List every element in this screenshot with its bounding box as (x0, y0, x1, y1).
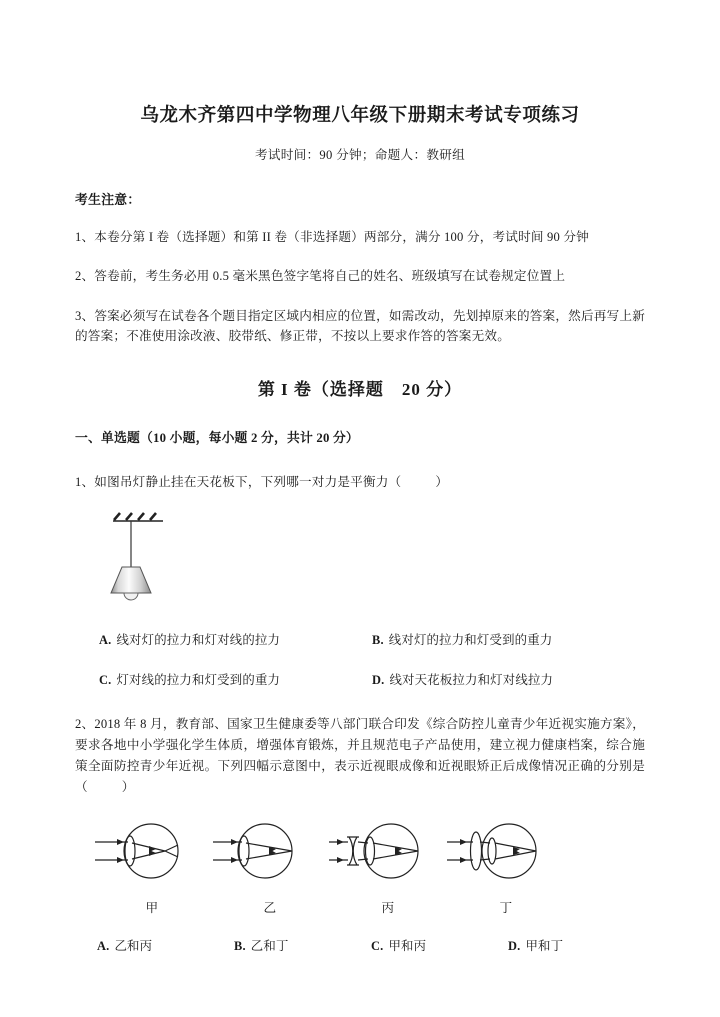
notice-item: 1、本卷分第 I 卷（选择题）和第 II 卷（非选择题）两部分，满分 100 分，考试时间 90 分钟 (75, 230, 589, 245)
question-1-options (75, 630, 645, 688)
convex-lens-correction-icon (447, 812, 565, 890)
option-a-text: 线对灯的拉力和灯对线的拉力 (116, 632, 281, 647)
option-d-label: D. (372, 672, 385, 687)
option-d[interactable] (508, 936, 645, 954)
option-b-text: 乙和丁 (250, 939, 289, 954)
part-one-title: 第 I 卷（选择题 20 分） (257, 379, 463, 399)
option-c[interactable] (371, 936, 508, 954)
question-2 (75, 714, 645, 955)
eye-diagram-cell-jia (93, 812, 211, 916)
question-2-options (75, 936, 645, 954)
candidate-notice (75, 189, 645, 347)
option-a-label: A. (97, 939, 110, 954)
eye-label-bing: 丙 (381, 901, 395, 916)
eye-label-yi: 乙 (263, 901, 277, 916)
normal-eye-focus-icon (211, 812, 329, 890)
hanging-lamp-diagram (97, 505, 247, 605)
eye-diagram-cell-ding (447, 812, 565, 916)
question-1 (75, 472, 645, 688)
option-c-label: C. (99, 672, 112, 687)
notice-item: 3、答案必须写在试卷各个题目指定区域内相应的位置，如需改动，先划掉原来的答案，然后再写上新的答案；不准使用涂改液、胶带纸、修正带，不按以上要求作答的答案无效。 (75, 308, 645, 344)
eye-diagram-cell-yi (211, 812, 329, 916)
option-b[interactable] (234, 936, 371, 954)
option-c-text: 甲和丙 (388, 939, 427, 954)
question-2-text: 2、2018 年 8 月，教育部、国家卫生健康委等八部门联合印发《综合防控儿童青少年近视实施方案》，要求各地中小学强化学生体质，增强体育锻炼，并且规范电子产品使用，建立视力健康档案，综合施策全面防控青少年近视。下列四幅示意图中，表示近视眼成像和近视眼矫正后成像情况正确的分别是 (75, 716, 645, 774)
option-b-label: B. (234, 939, 246, 954)
option-d[interactable] (372, 670, 645, 688)
option-a[interactable] (97, 936, 234, 954)
section-title-single-choice: 一、单选题（10 小题，每小题 2 分，共计 20 分） (75, 430, 359, 445)
eye-diagrams-figure (75, 812, 645, 916)
option-a[interactable] (99, 630, 372, 648)
question-1-stem (75, 472, 645, 493)
option-d-text: 线对天花板拉力和灯对线拉力 (389, 672, 554, 687)
option-c-text: 灯对线的拉力和灯受到的重力 (116, 672, 281, 687)
question-1-answer-blank: （ ） (388, 474, 451, 489)
option-d-label: D. (508, 939, 521, 954)
option-c[interactable] (99, 670, 372, 688)
eye-label-jia: 甲 (145, 901, 159, 916)
notice-heading: 考生注意： (75, 193, 141, 208)
notice-item: 2、答卷前，考生务必用 0.5 毫米黑色签字笔将自己的姓名、班级填写在试卷规定位置上 (75, 269, 566, 284)
question-2-answer-blank: （ ） (75, 780, 138, 795)
option-d-text: 甲和丁 (525, 939, 564, 954)
eye-diagram-cell-bing (329, 812, 447, 916)
question-1-text: 1、如图吊灯静止挂在天花板下，下列哪一对力是平衡力 (75, 474, 389, 489)
option-a-label: A. (99, 632, 112, 647)
hanging-lamp-figure (75, 505, 645, 610)
page-title: 乌龙木齐第四中学物理八年级下册期末考试专项练习 (140, 106, 580, 126)
question-2-stem (75, 714, 645, 799)
option-a-text: 乙和丙 (114, 939, 153, 954)
option-b-text: 线对灯的拉力和灯受到的重力 (388, 632, 553, 647)
option-c-label: C. (371, 939, 384, 954)
eye-label-ding: 丁 (499, 901, 513, 916)
option-b-label: B. (372, 632, 384, 647)
option-b[interactable] (372, 630, 645, 648)
exam-subtitle: 考试时间：90 分钟；命题人：教研组 (254, 148, 466, 163)
concave-lens-correction-icon (329, 812, 447, 890)
myopia-uncorrected-icon (93, 812, 211, 890)
